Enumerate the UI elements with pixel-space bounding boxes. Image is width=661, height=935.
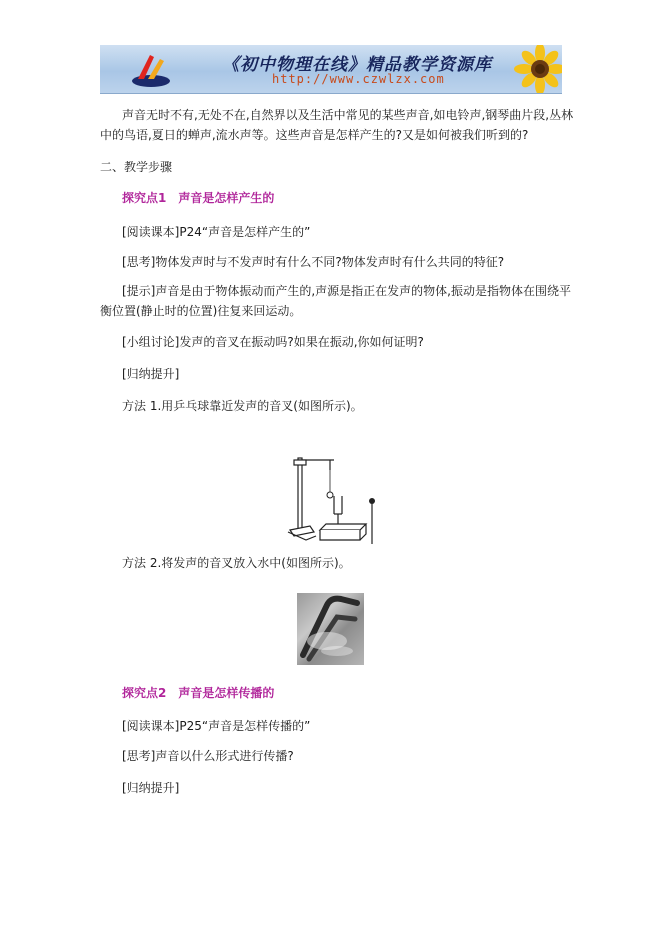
site-title: 《初中物理在线》精品教学资源库 (222, 55, 492, 75)
hint-line-1: [提示]声音是由于物体振动而产生的,声源是指正在发声的物体,振动是指物体在围绕平 (122, 284, 571, 298)
site-url[interactable]: http://www.czwlzx.com (272, 72, 445, 86)
header-banner (100, 45, 562, 94)
think-1: [思考]物体发声时与不发声时有什么不同?物体发声时有什么共同的特征? (122, 255, 505, 269)
tuning-fork-ball-figure (280, 454, 380, 546)
sunflower-icon (500, 45, 562, 93)
read-textbook-1: [阅读课本]P24“声音是怎样产生的” (122, 225, 311, 239)
method-1: 方法 1.用乒乓球靠近发声的音叉(如图所示)。 (122, 399, 363, 413)
site-logo-icon (130, 51, 172, 89)
group-discussion: [小组讨论]发声的音叉在振动吗?如果在振动,你如何证明? (122, 335, 424, 349)
point-1-title: 探究点1 声音是怎样产生的 (122, 191, 275, 205)
point-2-title: 探究点2 声音是怎样传播的 (122, 686, 275, 700)
summary-1: [归纳提升] (122, 367, 180, 381)
hint-line-2: 衡位置(静止时的位置)往复来回运动。 (100, 304, 302, 318)
intro-line-1: 声音无时不有,无处不在,自然界以及生活中常见的某些声音,如电铃声,钢琴曲片段,丛林 (122, 108, 574, 122)
summary-2: [归纳提升] (122, 781, 180, 795)
think-2: [思考]声音以什么形式进行传播? (122, 749, 294, 763)
section-heading: 二、教学步骤 (100, 160, 173, 174)
tuning-fork-icon (297, 593, 364, 665)
method-2: 方法 2.将发声的音叉放入水中(如图所示)。 (122, 556, 351, 570)
read-textbook-2: [阅读课本]P25“声音是怎样传播的” (122, 719, 311, 733)
tuning-fork-water-photo (297, 593, 364, 665)
intro-line-2: 中的鸟语,夏日的蝉声,流水声等。这些声音是怎样产生的?又是如何被我们听到的? (100, 128, 529, 142)
